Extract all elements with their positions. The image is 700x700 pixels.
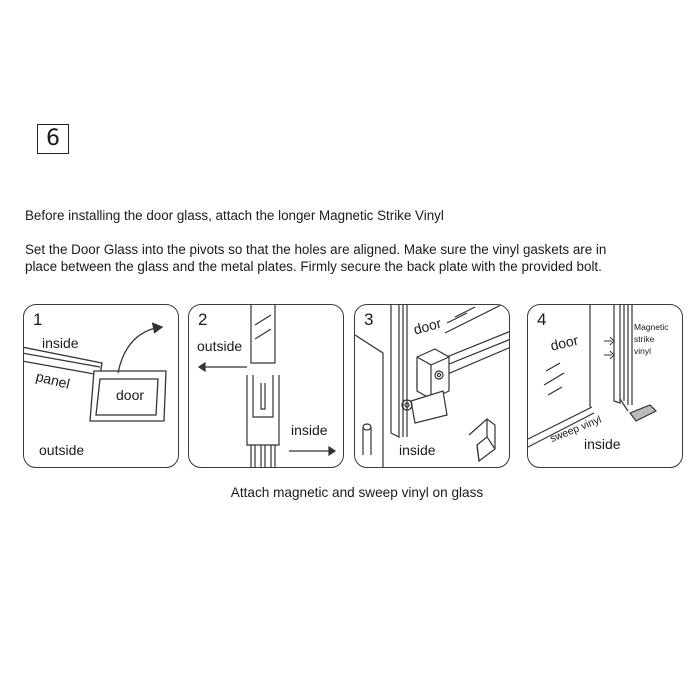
- panel-4-magnetic-label: Magnetic: [634, 322, 669, 332]
- panel-2-outside-label: outside: [197, 338, 243, 354]
- illustration-panel-1: [23, 304, 179, 468]
- panel-1-panel-label: panel: [34, 368, 72, 392]
- panel-2-drawing: [189, 305, 344, 468]
- panel-2-inside-label: inside: [291, 422, 328, 438]
- panel-4-vinyl-label: vinyl: [634, 346, 652, 356]
- illustration-panel-2: [188, 304, 344, 468]
- step-number: 6: [46, 126, 60, 151]
- panel-4-inside-label: inside: [584, 436, 621, 452]
- instruction-paragraph-1: Before installing the door glass, attach the longer Magnetic Strike Vinyl: [25, 208, 444, 223]
- illustration-panel-3: [354, 304, 510, 468]
- illustration-panel-4: [527, 304, 683, 468]
- panel-4-door-label: door: [548, 331, 580, 354]
- panel-4-sweep-vinyl-label: sweep vinyl: [548, 413, 604, 446]
- panel-2-number: 2: [198, 310, 208, 329]
- instruction-paragraph-2: Set the Door Glass into the pivots so that the holes are aligned. Make sure the vinyl gaskets are in place between the glass and the metal plates. Firmly secure the back plate with the provided bolt.: [25, 242, 607, 274]
- panel-3-inside-label: inside: [399, 442, 436, 458]
- panel-1-number: 1: [33, 310, 43, 329]
- panel-1-door-label: door: [116, 387, 145, 403]
- panel-4-number: 4: [537, 310, 547, 329]
- figure-caption: Attach magnetic and sweep vinyl on glass: [230, 485, 484, 500]
- step-number-box: [37, 124, 69, 154]
- panel-1-outside-label: outside: [39, 442, 85, 458]
- panel-1-inside-label: inside: [42, 335, 79, 351]
- panel-3-door-label: door: [411, 314, 443, 338]
- panel-3-number: 3: [364, 310, 374, 329]
- panel-4-strike-label: strike: [634, 334, 655, 344]
